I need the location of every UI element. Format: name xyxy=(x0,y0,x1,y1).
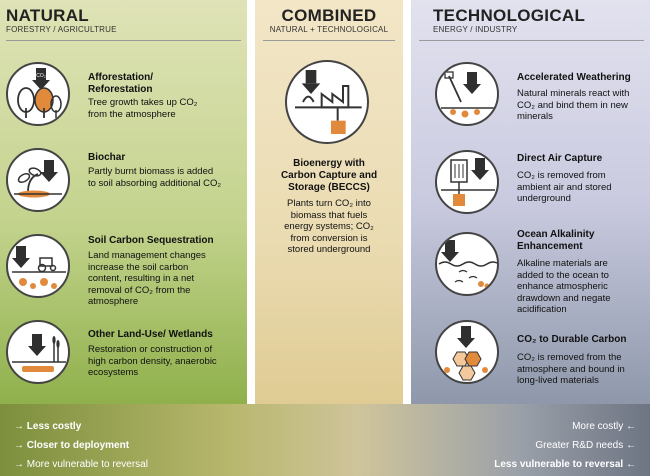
natural-column xyxy=(0,0,247,404)
afforestation-title: Afforestation/ Reforestation xyxy=(88,72,153,95)
comparison-band xyxy=(0,404,650,476)
weathering-desc: Natural minerals react with CO₂ and bind them in new minerals xyxy=(517,88,630,122)
wetlands-title: Other Land-Use/ Wetlands xyxy=(88,329,213,340)
arrow-left-icon: ← xyxy=(626,440,636,451)
tractor-icon xyxy=(6,234,70,298)
technological-title: TECHNOLOGICAL xyxy=(433,6,586,25)
arrow-right-icon: → xyxy=(14,421,24,432)
natural-divider xyxy=(6,40,241,41)
wetland-icon xyxy=(6,320,70,384)
weathering-title: Accelerated Weathering xyxy=(517,72,631,83)
trees-icon xyxy=(6,62,70,126)
arrow-left-icon: ← xyxy=(626,421,636,432)
ocean-alkalinity-desc: Alkaline materials are added to the ocean to enhance atmospheric drawdown and negate acidification xyxy=(517,258,611,315)
arrow-right-icon: → xyxy=(14,459,24,470)
right-row-2: Greater R&D needs ← xyxy=(535,440,636,451)
soil-carbon-title: Soil Carbon Sequestration xyxy=(88,235,214,246)
natural-subtitle: FORESTRY / AGRICULTRUE xyxy=(6,25,117,34)
soil-carbon-desc: Land management changes increase the soil carbon content, resulting in a net removal of CO₂ from the atmosphere xyxy=(88,250,206,307)
natural-title: NATURAL xyxy=(6,6,89,25)
afforestation-desc: Tree growth takes up CO₂ from the atmosphere xyxy=(88,97,198,120)
arrow-right-icon: → xyxy=(14,440,24,451)
beccs-title: Bioenergy with Carbon Capture and Storage (BECCS) xyxy=(280,158,378,193)
right-row-3: Less vulnerable to reversal ← xyxy=(494,459,636,470)
biochar-title: Biochar xyxy=(88,152,126,163)
technological-column xyxy=(411,0,650,404)
arrow-left-icon: ← xyxy=(626,459,636,470)
factory-icon xyxy=(285,60,369,144)
right-row-1: More costly ← xyxy=(572,421,636,432)
left-row-1: → Less costly xyxy=(14,421,82,432)
shovel-icon xyxy=(435,62,499,126)
durable-carbon-title: CO₂ to Durable Carbon xyxy=(517,334,627,345)
combined-subtitle: NATURAL + TECHNOLOGICAL xyxy=(269,25,389,34)
ocean-alkalinity-title: Ocean Alkalinity Enhancement xyxy=(517,229,595,252)
durable-carbon-desc: CO₂ is removed from the atmosphere and bound in long-lived materials xyxy=(517,352,625,386)
hexagon-icon xyxy=(435,320,499,384)
left-row-3: → More vulnerable to reversal xyxy=(14,459,148,470)
co2-icon-label: CO₂ xyxy=(36,73,46,79)
biochar-desc: Partly burnt biomass is added to soil absorbing additional CO₂ xyxy=(88,166,222,189)
combined-divider xyxy=(263,40,395,41)
dac-title: Direct Air Capture xyxy=(517,153,603,164)
combined-title: COMBINED xyxy=(281,6,377,25)
combined-column xyxy=(255,0,403,404)
sprout-icon xyxy=(6,148,70,212)
ocean-icon xyxy=(435,232,499,296)
left-row-2: → Closer to deployment xyxy=(14,440,130,451)
capture-unit-icon xyxy=(435,150,499,214)
beccs-desc: Plants turn CO₂ into biomass that fuels energy systems; CO₂ from conversion is stored underground xyxy=(284,198,374,255)
dac-desc: CO₂ is removed from ambient air and stored underground xyxy=(517,170,612,204)
wetlands-desc: Restoration or construction of high carbon density, anaerobic ecosystems xyxy=(88,344,217,378)
technological-subtitle: ENERGY / INDUSTRY xyxy=(433,25,518,34)
technological-divider xyxy=(419,40,644,41)
